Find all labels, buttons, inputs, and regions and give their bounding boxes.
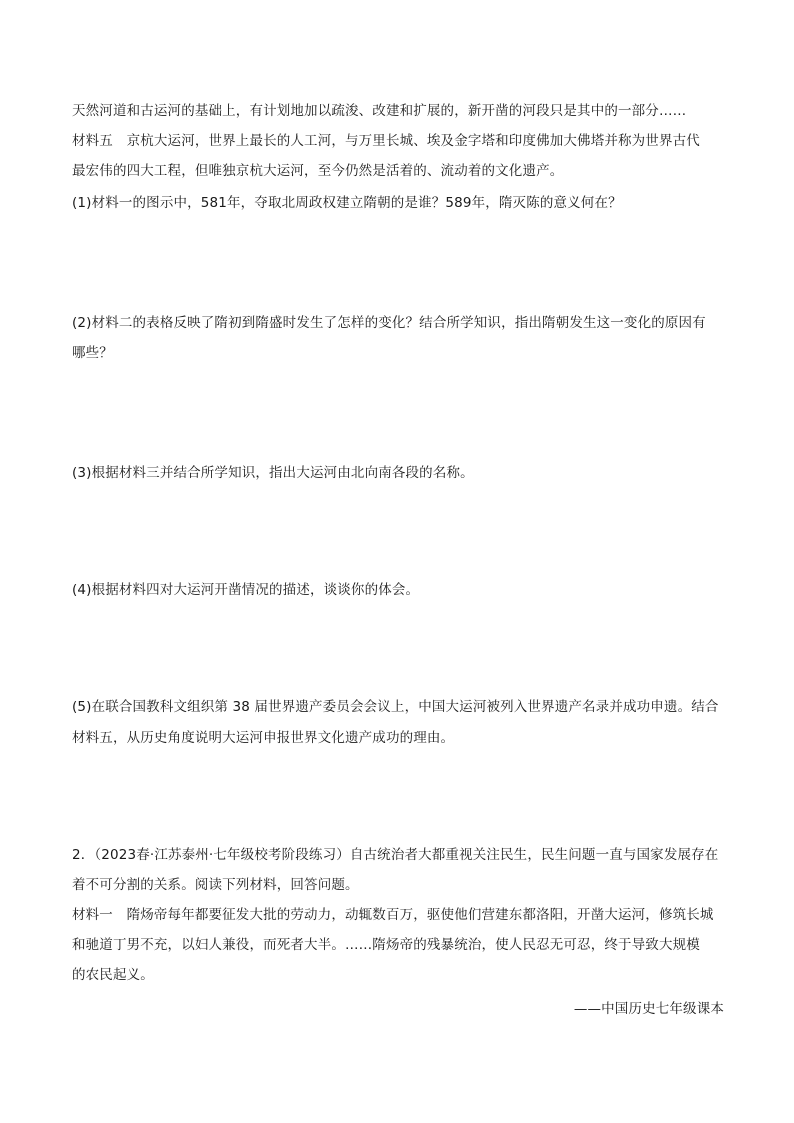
question-4: (4)根据材料四对大运河开凿情况的描述，谈谈你的体会。 [72,582,420,598]
question-1: (1)材料一的图示中，581年，夺取北周政权建立隋朝的是谁？589年，隋灭陈的意义何在？ [72,195,622,211]
question-3: (3)根据材料三并结合所学知识，指出大运河由北向南各段的名称。 [72,465,474,481]
question-2-line-1: (2)材料二的表格反映了隋初到隋盛时发生了怎样的变化？结合所学知识，指出隋朝发生这一变化的原因有 [72,315,706,331]
material-1-line-2: 和驰道丁男不充，以妇人兼役，而死者大半。……隋炀帝的残暴统治，使人民忍无可忍，终于导致大规模 [72,937,700,953]
problem-2-intro-line-2: 着不可分割的关系。阅读下列材料，回答问题。 [72,877,359,893]
question-5-line-1: (5)在联合国教科文组织第 38 届世界遗产委员会会议上，中国大运河被列入世界遗产名录并成功申遗。结合 [72,699,719,715]
source-citation: ——中国历史七年级课本 [573,1001,724,1017]
material-1-line-3: 的农民起义。 [72,967,154,983]
material-5-line-2: 最宏伟的四大工程，但唯独京杭大运河，至今仍然是活着的、流动着的文化遗产。 [72,163,564,179]
question-2-line-2: 哪些？ [72,345,113,361]
question-5-line-2: 材料五，从历史角度说明大运河申报世界文化遗产成功的理由。 [72,730,455,746]
material-1-line-1: 材料一 隋炀帝每年都要征发大批的劳动力，动辄数百万，驱使他们营建东都洛阳，开凿大运河，修筑长城 [72,907,714,923]
material-4-continuation: 天然河道和古运河的基础上，有计划地加以疏浚、改建和扩展的，新开凿的河段只是其中的一部分…… [72,103,687,119]
problem-2-intro-line-1: 2．（2023春·江苏泰州·七年级校考阶段练习）自古统治者大都重视关注民生，民生问题一直与国家发展存在 [72,847,719,863]
material-5-line-1: 材料五 京杭大运河，世界上最长的人工河，与万里长城、埃及金字塔和印度佛加大佛塔并称为世界古代 [72,133,700,149]
